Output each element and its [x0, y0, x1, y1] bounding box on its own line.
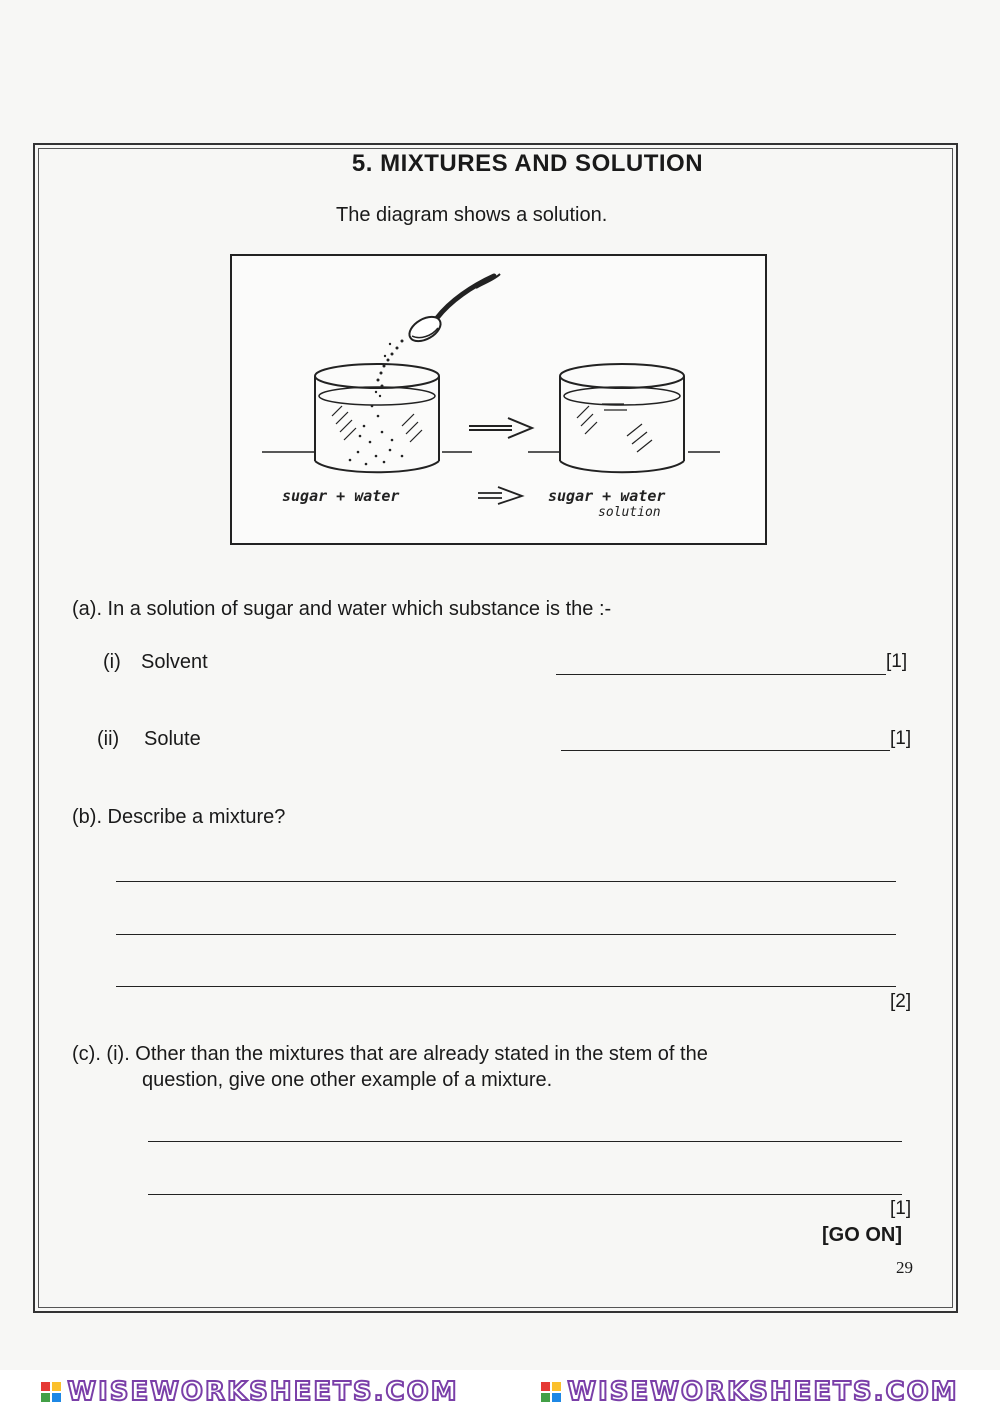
mark-b: [2]	[890, 991, 912, 1012]
answer-line-b-3[interactable]	[116, 986, 896, 987]
mark-a-i: [1]	[886, 651, 908, 672]
answer-line-solvent[interactable]	[556, 674, 886, 675]
answer-line-b-1[interactable]	[116, 881, 896, 882]
question-c-line2: question, give one other example of a mixture.	[142, 1069, 553, 1091]
brand-text-left: WISEWORKSHEETS.COM	[67, 1376, 459, 1407]
footer-banner	[0, 1370, 1000, 1413]
brand-logo-icon	[41, 1382, 61, 1402]
diagram-drawing	[232, 256, 765, 543]
page-number: 29	[896, 1258, 913, 1277]
beaker-right	[560, 364, 684, 472]
question-a-i-label: (i)	[103, 651, 121, 673]
question-b-text: (b). Describe a mixture?	[72, 806, 286, 828]
brand-right[interactable]	[541, 1377, 958, 1407]
brand-logo-icon	[541, 1382, 561, 1402]
answer-line-solute[interactable]	[561, 750, 890, 751]
question-c-line1: (c). (i). Other than the mixtures that are already stated in the stem of the	[72, 1043, 708, 1065]
label-arrow-icon	[478, 487, 522, 504]
brand-left[interactable]	[41, 1377, 458, 1407]
answer-line-b-2[interactable]	[116, 934, 896, 935]
arrow-icon	[469, 418, 532, 438]
question-a-ii-text: Solute	[144, 728, 201, 750]
diagram-label-right: sugar + water	[548, 487, 666, 505]
section-title: 5. MIXTURES AND SOLUTION	[351, 150, 704, 177]
go-on-label: [GO ON]	[822, 1224, 902, 1246]
question-a-ii-label: (ii)	[97, 728, 120, 750]
answer-line-c-1[interactable]	[148, 1141, 902, 1142]
solution-diagram	[230, 254, 767, 545]
question-a-text: (a). In a solution of sugar and water which substance is the :-	[72, 598, 612, 620]
answer-line-c-2[interactable]	[148, 1194, 902, 1195]
mark-c: [1]	[890, 1198, 912, 1219]
diagram-sublabel-right: solution	[598, 505, 661, 520]
diagram-label-left: sugar + water	[282, 487, 400, 505]
dissolving-sugar	[349, 405, 404, 466]
brand-text-right: WISEWORKSHEETS.COM	[567, 1376, 959, 1407]
intro-text: The diagram shows a solution.	[336, 204, 608, 226]
mark-a-ii: [1]	[890, 728, 912, 749]
question-a-i-text: Solvent	[141, 651, 208, 673]
spoon-icon	[405, 274, 500, 346]
